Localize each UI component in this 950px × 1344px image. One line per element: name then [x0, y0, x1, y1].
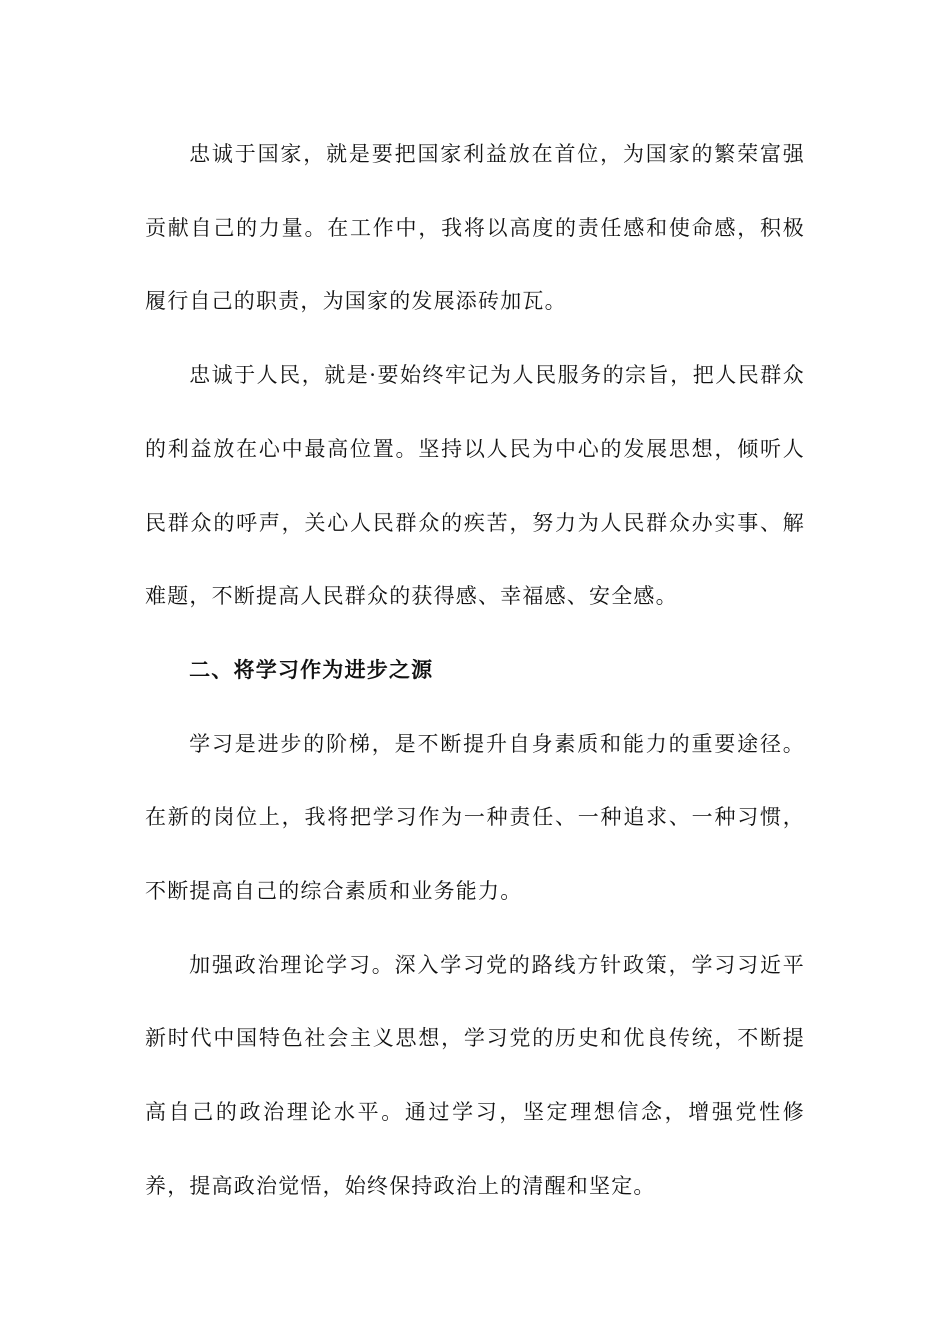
section-heading-learning: 二、将学习作为进步之源 — [189, 657, 434, 682]
paragraph-loyal-to-people: 忠诚于人民，就是·要始终牢记为人民服务的宗旨，把人民群众的利益放在心中最高位置。坚持以人民为中心的发展思想，倾听人民群众的呼声，关心人民群众的疾苦，努力为人民群众办实事、解难题，不断提高人民群众的获得感、幸福感、安全感。 — [145, 363, 805, 609]
paragraph-learning-intro: 学习是进步的阶梯，是不断提升自身素质和能力的重要途径。在新的岗位上，我将把学习作为一种责任、一种追求、一种习惯，不断提高自己的综合素质和业务能力。 — [145, 731, 805, 904]
paragraph-political-theory: 加强政治理论学习。深入学习党的路线方针政策，学习习近平新时代中国特色社会主义思想，学习党的历史和优良传统，不断提高自己的政治理论水平。通过学习，坚定理想信念，增强党性修养，提高政治觉悟，始终保持政治上的清醒和坚定。 — [145, 952, 805, 1198]
document-body — [145, 118, 805, 1224]
paragraph-loyal-to-country: 忠诚于国家，就是要把国家利益放在首位，为国家的繁荣富强贡献自己的力量。在工作中，我将以高度的责任感和使命感，积极履行自己的职责，为国家的发展添砖加瓦。 — [145, 142, 805, 314]
